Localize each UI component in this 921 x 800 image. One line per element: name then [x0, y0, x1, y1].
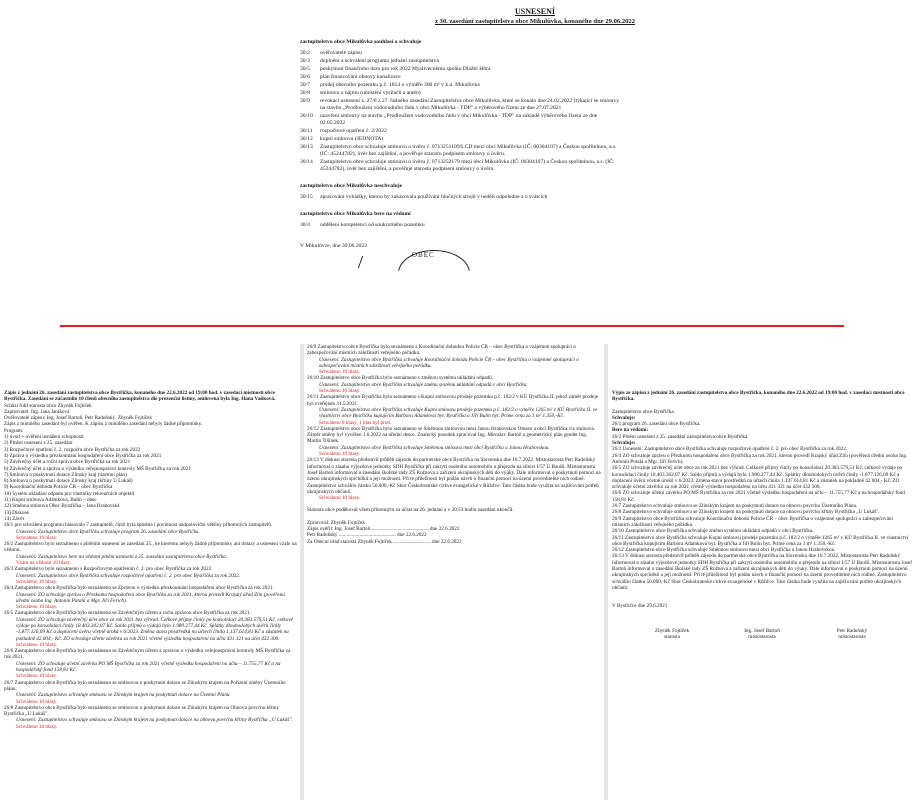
acknowledges-heading: Bere na vědomí:	[612, 427, 649, 434]
resolution-vote: Schváleno 10 hlasy.	[16, 604, 58, 611]
minutes-line: 10) Systém ukládání odpadu pro vlastníky rekreačních objektů	[4, 490, 135, 497]
approve-list	[300, 50, 770, 173]
extract-date: V Bystřičce dne 29.6.2021	[612, 603, 668, 610]
signature-row	[612, 628, 912, 641]
extract-item: 26/5 ZO schvaluje závěrečný účet obce za rok 2021 bez výhrad. Celkové příjmy činily po konsolidaci 20.383.579,51 Kč, celkové výdaje po konsolidaci činily 18.403.302,07 Kč. Saldo příjmů a výdajů bylo 1.980.277,44 Kč. Splátky dlouhodobých úvěrů činily -1.877.126,09 Kč a doplacení úvěru včetně úroků v 6/2023. Změna stavu prostředků na účtech činila 1.137.614,81 Kč a zůstatek na pokladně 42.004,- Kč. ZO schvaluje účetní závěrku za rok 2021 včetně výsledku hospodaření na účtu 431 321 na účet 432 300.	[612, 465, 903, 491]
minutes-line: 3) Rozpočtové opatření č. 2. rozpočtu obce Bystřička za rok 2022	[4, 446, 141, 453]
page-separator	[300, 344, 304, 800]
resolution-note: Usnesení: ZO schvaluje zprávu o Přezkumu hospodaření obce Bystřička za rok 2021, kterou provedl Krajský úřad Zlín (pověřená úřední osoba Ing. Antonín Putala a Mgr. Jiří Ferich).	[16, 591, 285, 604]
signature-name: Petr Radoňský	[836, 627, 868, 634]
note-list	[300, 222, 770, 229]
resolution-text: zpracování vyhlášky, kterou by zakazovala používání hlučných strojů v neděli odpoledne a o svátcích	[320, 194, 548, 200]
minutes-line: 14) Závěr	[4, 515, 25, 522]
resolution-item	[300, 58, 770, 65]
resolution-text: prodej obecního pozemku p.č. 1814 o výměře 360 m² v k.ú. Mikulůvka	[320, 82, 480, 88]
resolution-number: 30/4	[300, 222, 310, 228]
minutes-resolutions	[4, 522, 298, 730]
seal-text: OBEC	[412, 251, 435, 259]
resolution-number: 30/14	[300, 159, 313, 165]
extract-items	[612, 446, 912, 591]
resolution-number: 30/8	[300, 90, 310, 96]
resolution-number: 30/9	[300, 98, 310, 104]
resolution-note: Usnesení: ZO schvaluje závěrečný účet obce za rok 2021 bez výhrad. Celkové příjmy činily po konsolidaci 20.383.579,51 Kč, celkové výdaje po konsolidaci činily 18.403.302,07 Kč. Saldo příjmů a výdajů bylo 1.980.277,44 Kč. Splátky dlouhodobých úvěrů činily -1.877.126,09 Kč a doplacení úvěru včetně úroků v 6/2023. Změna stavu prostředků na účtech činila 1.137.614,81 Kč a zůstatek na pokladně 42.004,- Kč. ZO schvaluje účetní závěrku za rok 2021 včetně výsledku hospodaření na účtu 431 321 na účet 432 300.	[16, 616, 293, 642]
resolution-item	[300, 90, 770, 97]
extract-item: 26/10 Zastupitelstvo obce Bystřička schvaluje změnu systému ukládání odpadů v obci Bystřička.	[612, 528, 814, 535]
resolution-item	[300, 194, 770, 201]
extract-item: 26/13 V diskusi starosta představil průběh zájezdu do partnerské obce Bystrička na Slovensku dne 16.7.2022. Místostarosta Petr Radoňský informoval o zásahu výjezdové jednotky SDH Bystřička při zakrytí osobního automobilu u přejezdu na silnici I/57 U Baušů. Místostarosta Josef Bartoň informoval o zasedání školské rady ZŠ Rožnova a zařízení ukrajinských dětí do výuky. Dále informoval o poskytnutí pomoci na území ukrajinských sprchlíků a její možnosti. Při té příležitosti byl podán návrh o finanční pomoci na území proveditelné nich rodině. Zastupitelstvo schválilo částku 50.000,-Kč Sbor Českobratrské církve evangelické v Růžďce. Tato částka bude využita na zajišťování potřeb ukrajinských občanů.	[612, 553, 912, 591]
page-minutes-part1	[4, 344, 298, 800]
resolution-item	[300, 50, 770, 57]
resolution-heading: 26/5 Zastupitelstvo obce Bystřička bylo seznámeno se Závěrečným účtem a roční zprávou obce Bystřička za rok 2021.	[4, 610, 251, 617]
resolution-vote: Schváleno 10 hlasy.	[16, 534, 58, 541]
resolution-block	[4, 566, 298, 585]
extract-item: 26/11 Zastupitelstvo obce Bystřička schvaluje Kupní smlouvu prodeje pozemku p.č. 182/2 o výměře 1265 m² v KÚ Bystřička II. ve vlastnictví obce Bystřička kupujícím Barbora Adámková byt. Bystřička a Jiří Bulín byt. Prime cena za 1 m² 1.350,-Kč.	[612, 534, 909, 547]
resolution-item	[300, 222, 770, 229]
extract-intro: Zastupitelstvo obce Bystřička	[612, 408, 674, 415]
resolution-text: Zastupitelstvo obce schvaluje smlouvu o úvěru č. 0713251109/LCD mezi obcí Mikulůvka (IČ: 00304107) a Českou spořitelnou, a.s. (IČ: 45244782), úvěr bez zajištění, a pověřuje starostu podpisem smlouvy o úvěru.	[320, 144, 617, 157]
minutes-line: 8) Smlouva o poskytnutí dotace Zlínský kraj (křtiny U Lukáš)	[4, 478, 133, 485]
resolution-vote: Schváleno 10 hlasy.	[16, 673, 58, 680]
resolution-heading: 26/12 Zastupitelstvo obce Bystřička bylo seznámeno se Směnnou smlouvou mezi Janou Hrabovskou Omace a obcí Bystřička viz smlouva. Záměr směny byl vyvěšen 1.6.2022 na úřední desce. Znalecký posudek zpracoval Ing. Miroslav Bartoň a geometrický plán geodet Ing. Martin Tršínek.	[307, 425, 596, 445]
resolution-item	[300, 74, 770, 81]
resolution-item	[300, 128, 770, 135]
document-date: V Mikulůvce, dne 30.06.2022	[300, 243, 368, 249]
extract-item-2: 26/2 Plnění usnesení z 25. zasedání zastupitelstva obce Bystřička.	[612, 433, 749, 440]
resolution-note: Usnesení: Zastupitelstvo schvaluje smlouvu se Zlínským krajem na poskytnutí dotace na obnovu povrchu křtiny Bystřička „U Lukáš".	[16, 717, 293, 724]
section-rejects-heading: zastupitelstvo obce Mikulůvka neschvaluje	[300, 183, 403, 189]
resolution-note: Usnesení: Zastupitelstvo schvaluje smlouvu se Zlínským krajem na poskytnutí dotace na Územní Plánu.	[16, 692, 231, 699]
extract-item-1: 26/1 program 26. zasedání obce Bystřička.	[612, 421, 701, 428]
minutes-line: 12) Směnná smlouva Obec Bystřička – Jana Hrabovská	[4, 503, 120, 510]
resolution-item	[300, 136, 770, 143]
resolution-vote: Schváleno 10 hlasy.	[319, 495, 361, 502]
resolution-note: Usnesení: Zastupitelstvo obce Bystřička schvaluje Koordinační dohodu Policie ČR – obec Bystřička o vzájemné spolupráci o zabezpečování místních záležitostí veřejného pořádku.	[319, 356, 579, 369]
resolution-vote: Schváleno 9 hlasy, 1 hlas byl proti.	[319, 419, 392, 426]
resolution-vote: Schváleno 10 hlasy.	[16, 723, 58, 730]
section-approves-heading: zastupitelstvo obce Mikulůvka souhlasí a schvaluje	[300, 39, 422, 45]
extract-item: 26/4 ZO schvaluje zprávu o Přezkumu hospodaření obce Bystřička za rok 2021, kterou provedl Krajský úřad Zlín (pověřená úřední osoba Ing. Antonín Putala a Mgr. Jiří Ferich).	[612, 452, 908, 465]
minutes-line: 2) Plnění usnesení z 25. zasedání	[4, 440, 73, 447]
resolution-note: Usnesení: Zastupitelstvo obce Bystřička schvaluje program 26. zasedání obce Bystřička.	[16, 528, 200, 535]
resolution-heading: 26/1 pro schválení programu hlasovalo 7 zastupitelů, čímž byla splněna i povinnost nadpoloviční většiny přítomných zastupitelů.	[4, 522, 273, 529]
minutes-line: Zapisovatel: Ing. Jana Janíková	[4, 408, 70, 415]
resolution-block	[4, 541, 298, 566]
resolution-heading: 26/13 V diskusi starosta představil průběh zájezdu do partnerské obce Bystrička na Slovensku dne 16.7.2022. Místostarosta Petr Radoňský informoval o zásahu výjezdové jednotky SDH Bystřička při zakrytí osobního automobilu u přejezdu na silnici I/57 U Baušů. Místostarosta Josef Bartoň informoval o zasedání školské rady ZŠ Rožnova a zařízení ukrajinských dětí do výuky. Dále informoval o poskytnutí pomoci na území ukrajinských sprchlíků a její možnosti. Při té příležitosti byl podán návrh o finanční pomoci na území proveditelné nich rodině. Zastupitelstvo schválilo částku 50.000,-Kč Sbor Českobratrské církve evangelické v Růžďce. Tato částka bude využita na zajišťování potřeb ukrajinských občanů.	[307, 457, 601, 495]
extract-item: 26/6 ZO schvaluje účetní závěrku PO MŠ Bystřička za rok 2021 včetně výsledku hospodaření na účtu – 11.755,77 Kč a na hospodářský fond 158,81 Kč.	[612, 490, 905, 503]
minutes-header-lines	[4, 403, 298, 523]
signature-role: místostarosta	[838, 633, 866, 640]
resolution-number: 30/12	[300, 136, 313, 142]
minutes-line: 11) Kupní smlouva Adámková, Bulín – obec	[4, 497, 97, 504]
resolution-item	[300, 66, 770, 73]
signature-block	[812, 628, 892, 641]
extract-item: 26/12 Zastupitelstvo obce Bystřička schvaluje Směnnou smlouvu mezi obcí Bystřička a Janou Hrabovskou.	[612, 547, 836, 554]
minutes-resolutions-continued	[307, 344, 601, 501]
extract-item: 26/8 Zastupitelstvo schvaluje smlouvu se Zlínským krajem na poskytnutí dotace na obnovu povrchu křtiny Bystřička „U Lukáš".	[612, 509, 880, 516]
resolution-note: Usnesení: ZO schvaluje účetní závěrku PO MŠ Bystřička za rok 2021 včetně výsledku hospodaření na účtu – 11.755,77 Kč a na hospodářský fond 158,81 Kč.	[16, 660, 281, 674]
reject-list	[300, 194, 770, 201]
resolution-block	[307, 394, 601, 425]
minutes-line: 9) Koordinační dohoda Policie ČR – obec Bystřička	[4, 484, 113, 491]
resolution-text: Zastupitelstvo obce schvaluje smlouvu o úvěru č. 0713252179 mezi obcí Mikulůvka (IČ: 00304107) a Českou spořitelnou, a.s. (IČ: 45244782), úvěr bez zajištění, a pověřuje starostu podpisem smlouvy o úvěru.	[320, 159, 615, 172]
approves-heading-2: Schvaluje:	[612, 440, 636, 447]
resolution-heading: 26/2 Zastupitelstvo bylo seznámeno s plněním usnesení ze zasedání 25., ke kterému nebyly žádné připomínky ani dotazy a usnesení vzalo na vědomí.	[4, 541, 297, 554]
resolution-text: revokaci usnesení z. 27/6 z 27. řádného zasedání Zastupitelstva obce Mikulůvka, které se konalo dne 24.02.2022 (týkající se smlouvy na stavbu „Prodloužení vodovodního řádu v obci Mikulůvka - TDP" a výběrového řízení ze dne 27.07.2021	[320, 98, 620, 111]
resolution-note: Usnesení: Zastupitelstvo bere na vědomí plnění usnesení z 25. zasedání zastupitelstva obce Bystřička.	[16, 553, 228, 560]
resolution-heading: 26/4 Zastupitelstvo obce Bystřička bylo seznámeno se Zprávou o výsledku přezkoumání hospodaření obce Bystřička za rok 2021.	[4, 585, 274, 592]
extract-title: Výpis ze zápisu z jednání 26. zasedání zastupitelstva obce Bystřička, konaného dne 22.6.2022 od 19:00 hod. v zasedací místnosti obce Bystřička.	[612, 390, 905, 403]
resolution-number: 30/3	[300, 58, 310, 64]
signature-block	[722, 628, 802, 641]
signature-role: starosta	[664, 633, 680, 640]
resolution-number: 30/13	[300, 144, 313, 150]
minutes-line: 5) Závěrečný účet a roční zpráva obce Bystřička za rok 2021	[4, 459, 131, 466]
resolution-block	[4, 648, 298, 679]
page-minutes-extract	[612, 344, 912, 800]
minutes-line: Schůzi řídil starosta obce Zbyněk Fojtíček	[4, 402, 92, 409]
signer-line: Petr Radoňský ............................................ dne 22.6.2022	[307, 532, 427, 539]
resolution-vote: Vzato na vědomí 10 hlasy.	[16, 560, 72, 567]
minutes-line: 4) Zpráva o výsledku přezkoumání hospodaření obce Bystřička za rok 2021	[4, 452, 162, 459]
signature-name: Zbyněk Fojtíček	[654, 627, 690, 634]
resolution-vote: Schváleno 10 hlasy.	[16, 641, 58, 648]
resolution-heading: 26/10 Zastupitelstvo obce Bystřička bylo seznámeno s změnou systému ukládání odpadů.	[307, 375, 493, 382]
page-minutes-part2	[307, 344, 601, 800]
minutes-title: Zápis z jednání 26. zasedání zastupitelstva obce Bystřička, konaného dne 22.6.2022 od 19:00 hod. v zasedací místnosti obce Bystřička. Zasedání se zúčastnilo 10 členů obecního zastupitelstva dle prezenční listiny, omluvena byla Ing. Hana Vaňková.	[4, 390, 276, 403]
closing-statement: Starosta obce poděkoval všem přítomným za účast na 26. jednání a v 20:53 hodin zasedání ukončil.	[307, 507, 514, 514]
section-notes-heading: zastupitelstvo obce Mikulůvka bere na vědomí	[300, 211, 411, 217]
document-subtitle: z 30. zasedání zastupitelstva obce Mikulůvka, konaného dne 29.06.2022	[434, 18, 636, 25]
resolution-block	[4, 680, 298, 705]
resolution-text: uzavření smlouvy na stavbu „Prodloužení vodovodního řádu v obci Mikulůvka - TDP" na základě výběrového řízení ze dne 02.05.2022	[320, 113, 598, 126]
resolution-note: Usnesení: Zastupitelstvo obce Bystřička schvaluje rozpočtové opatření č. 2. pro obec Bystřička za rok 2022.	[16, 572, 241, 579]
resolution-text: plán financování obnovy kanalizace	[320, 74, 401, 80]
minutes-line: Program:	[4, 427, 24, 434]
resolution-number: 30/10	[300, 113, 313, 119]
resolution-heading: 26/11 Zastupitelstvo obce Bystřička bylo seznámeno s Kupní smlouvou prodeje pozemku p.č. 182/2 v KÚ Bystřička II. jehož záměr prodeje byl zveřejněn 31.5.2021.	[307, 394, 599, 407]
resolution-number: 30/11	[300, 128, 313, 134]
resolution-note: Usnesení: Zastupitelstvo obce Bystřička schvaluje změnu systému ukládání odpadů v obci Bystřička.	[319, 381, 528, 388]
signers-block	[307, 520, 601, 545]
signer-line: Zpracoval: Zbyněk Fojtíček	[307, 519, 365, 526]
resolution-block	[307, 457, 601, 501]
approves-heading: Schvaluje:	[612, 414, 636, 421]
minutes-line: 1) úvod + ověření usnášení schopnosti	[4, 434, 84, 441]
minutes-line: 7) Smlouva o poskytnutí dotace Zlínský kraj (územní plán)	[4, 471, 127, 478]
minutes-line: 13) Diskuse	[4, 509, 29, 516]
resolution-number: 30/7	[300, 82, 310, 88]
resolution-text: doplnění a schválení programu jednání zastupitelstva	[320, 58, 439, 64]
minutes-line: 6) Závěrečný účet a zpráva o výsledku veřejnosprávní kontroly MŠ Bystřička za rok 2021	[4, 465, 191, 472]
resolution-item	[300, 113, 770, 127]
minutes-line: Zápis z minulého zasedání byl ověřen. K zápisu z minulého zasedání nebyly žádné připomínky.	[4, 421, 203, 428]
signer-line: Zápis ověřil: Ing. Josef Bartoň ............................................ dne 22.6.2022	[307, 526, 460, 533]
extract-item: 26/3 Usnesení: Zastupitelstvo obce Bystřička schvaluje rozpočtové opatření č. 2. pro obec Bystřička za rok 2022.	[612, 446, 848, 453]
extract-item: 26/9 Zastupitelstvo obce Bystřička schvaluje Koordinační dohodu Policie ČR – obec Bystřička o vzájemné spolupráci o zabezpečování místních záležitostí veřejného pořádku.	[612, 515, 893, 528]
resolution-item	[300, 144, 770, 158]
resolution-text: kupní smlouvu (JEDNOTA)	[320, 136, 384, 142]
signature-mark	[358, 256, 369, 268]
resolution-item	[300, 159, 770, 173]
resolution-item	[300, 98, 770, 112]
resolution-vote: Schváleno 10 hlasy.	[319, 388, 361, 395]
resolution-item	[300, 82, 770, 89]
mikuluvka-resolution-document	[300, 8, 770, 308]
resolution-vote: Schváleno 10 hlasy.	[319, 369, 361, 376]
resolution-block	[4, 610, 298, 648]
resolution-heading: 26/8 Zastupitelstvo obce Bystřička bylo seznámeno se smlouvou o poskytnutí dotace se Zlínským krajem na Obnovu povrchu křtiny Bystřička „U Lukáš".	[4, 704, 280, 718]
seal-area	[300, 250, 770, 276]
resolution-number: 30/6	[300, 74, 310, 80]
signature-role: místostarosta	[748, 633, 776, 640]
resolution-block	[307, 344, 601, 375]
signature-block	[632, 628, 712, 641]
resolution-block	[4, 522, 298, 541]
signature-name: Ing. Josef Bartoň	[744, 627, 780, 634]
extract-item: 26/7 Zastupitelstvo schvaluje smlouvu se Zlínským krajem na poskytnutí dotace na obnovu povrchu Územního Plánu.	[612, 503, 858, 510]
resolution-note: Usnesení: Zastupitelstvo obce Bystřička schvaluje Kupní smlouvu prodeje pozemku p.č. 182/2 o výměře 1265 m² v KÚ Bystřička II. ve vlastnictví obce Bystřička kupujícím Barbora Adámková byt. Bystřička a Jiří Bulín byt. Prime cena za 1 m² 1.350,-Kč.	[319, 406, 598, 420]
resolution-block	[4, 585, 298, 610]
resolution-text: rozpočtové opatření č. 2/2022	[320, 128, 387, 134]
resolution-text: smlouvu o nájmu (umístění vysílačů a antén)	[320, 90, 421, 96]
resolution-block	[4, 705, 298, 730]
document-title: USNESENÍ	[514, 7, 555, 16]
resolution-text: oddělení kompetencí od soukromého pozemku	[320, 222, 425, 228]
resolution-vote: Schváleno 10 hlasy.	[319, 451, 361, 458]
resolution-number: 30/5	[300, 66, 310, 72]
resolution-vote: Schváleno 10 hlasy.	[16, 698, 58, 705]
resolution-heading: 26/3 Zastupitelstvo bylo seznámeno s Rozpočtovým opatřením č. 2. pro obec Bystřička za rok 2022	[4, 566, 212, 573]
resolution-vote: Schváleno 10 hlasy.	[16, 578, 58, 585]
resolution-text: ověřovatele zápisu	[320, 50, 362, 56]
resolution-note: Usnesení: Zastupitelstvo obce Bystřička schvaluje Směnnou smlouvu mezi obcí Bystřička a Janou Hrabovskou.	[319, 444, 550, 451]
red-divider-line	[60, 325, 844, 327]
page-separator	[604, 344, 608, 800]
resolution-heading: 26/9 Zastupitelstvo obce Bystřička bylo seznámeno s Koordinační dohodou Policie ČR – obec Bystřička o vzájemné spolupráci o zabezpečování místních záležitostí veřejného pořádku.	[307, 344, 576, 357]
resolution-number: 30/2	[300, 50, 310, 56]
resolution-block	[307, 426, 601, 457]
minutes-line: Ověřovatelé zápisu: Ing. Josef Bartoň, Petr Radoňský, Zbyněk Fojtíček	[4, 415, 152, 422]
resolution-text: poskytnutí finančního daru pro rok 2022 Myslivecnému spolku Dlažbí Hůra	[320, 66, 491, 72]
resolution-number: 30/15	[300, 194, 313, 200]
resolution-heading: 26/7 Zastupitelstvo obce Bystřička bylo seznámeno se smlouvou o poskytnutí dotace se Zlínským krajem na Pořízení změny Územního plánu.	[4, 679, 286, 692]
resolution-heading: 26/6 Zastupitelstvo obce Bystřička bylo seznámeno se Závěrečným účtem a zprávou o výsledku veřejnosprávní kontroly MŠ Bystřička za rok 2021.	[4, 648, 291, 661]
resolution-block	[307, 375, 601, 394]
signer-line: Za Obecní úřad starosta Zbyněk Fojtíček ............................. dne 22.6.2022	[307, 538, 462, 545]
